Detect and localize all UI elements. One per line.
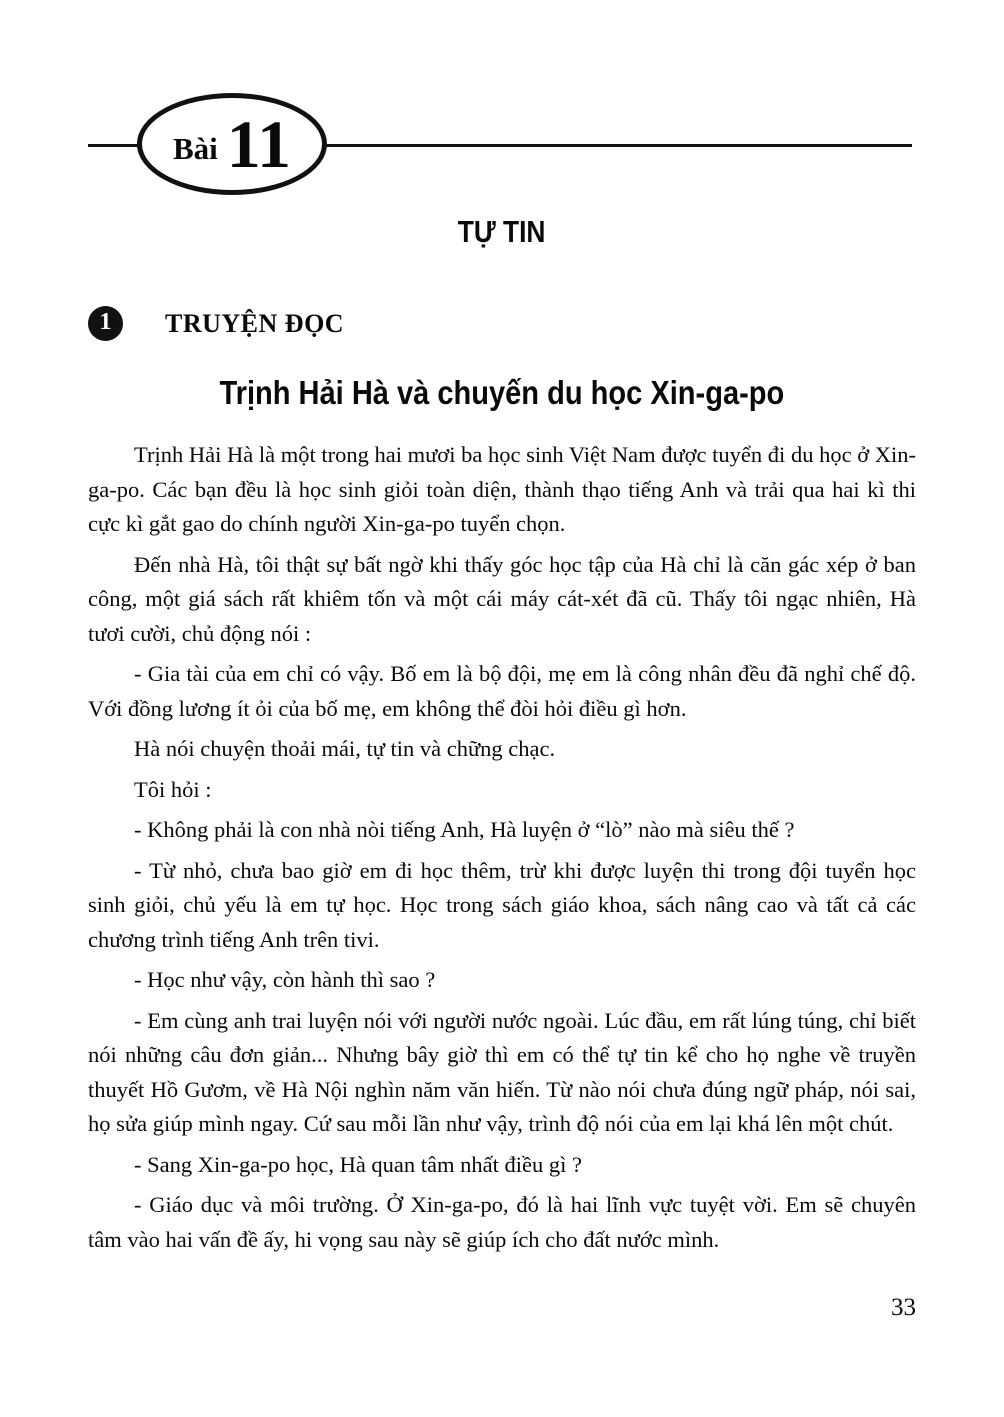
lesson-number: 11 — [226, 106, 292, 182]
story-paragraph: - Sang Xin-ga-po học, Hà quan tâm nhất điều gì ? — [134, 1151, 583, 1177]
story-paragraph: Tôi hỏi : — [134, 776, 212, 802]
story-paragraph: Trịnh Hải Hà là một trong hai mươi ba học sinh Việt Nam được tuyển đi du học ở Xin-ga-po. Các bạn đều là học sinh giỏi toàn diện, thành thạo tiếng Anh và trải qua hai kì thi cực kì gắt gao do chính người Xin-ga-po tuyển chọn. — [88, 442, 916, 536]
story-paragraph: - Học như vậy, còn hành thì sao ? — [134, 967, 436, 992]
story-paragraph: - Từ nhỏ, chưa bao giờ em đi học thêm, trừ khi được luyện thi trong đội tuyển học sinh giỏi, chủ yếu là em tự học. Học trong sách giáo khoa, sách nâng cao và tất cả các chương trình tiếng Anh trên tivi. — [88, 857, 916, 952]
story-paragraph: Đến nhà Hà, tôi thật sự bất ngờ khi thấy góc học tập của Hà chỉ là căn gác xép ở ban công, một giá sách rất khiêm tốn và một cái máy cát-xét đã cũ. Thấy tôi ngạc nhiên, Hà tươi cười, chủ động nói : — [88, 551, 916, 646]
page-number: 33 — [891, 1294, 916, 1321]
section-number: 1 — [99, 309, 112, 335]
section-label: TRUYỆN ĐỌC — [165, 308, 345, 338]
story-paragraph: - Giáo dục và môi trường. Ở Xin-ga-po, đó là hai lĩnh vực tuyệt vời. Em sẽ chuyên tâm vào hai vấn đề ấy, hi vọng sau này sẽ giúp ích cho đất nước mình. — [88, 1192, 916, 1252]
lesson-title — [0, 214, 1004, 250]
story-title — [0, 374, 1004, 412]
lesson-label: Bài — [172, 131, 218, 166]
section-number-badge — [88, 306, 123, 341]
story-body — [88, 438, 916, 1263]
story-paragraph: - Em cùng anh trai luyện nói với người nước ngoài. Lúc đầu, em rất lúng túng, chỉ biết nói những câu đơn giản... Nhưng bây giờ thì em có thể tự tin kể cho họ nghe về truyền thuyết Hồ Gươm, về Hà Nội nghìn năm văn hiến. Từ nào nói chưa đúng ngữ pháp, nói sai, họ sửa giúp mình ngay. Cứ sau mỗi lần như vậy, trình độ nói của em lại khá lên một chút. — [88, 1007, 916, 1136]
section-heading — [88, 306, 344, 341]
story-paragraph: - Không phải là con nhà nòi tiếng Anh, Hà luyện ở “lò” nào mà siêu thế ? — [134, 817, 795, 842]
story-paragraph: Hà nói chuyện thoải mái, tự tin và chững chạc. — [134, 736, 556, 761]
story-paragraph: - Gia tài của em chỉ có vậy. Bố em là bộ đội, mẹ em là công nhân đều đã nghỉ chế độ. Với đồng lương ít ỏi của bố mẹ, em không thể đòi hỏi điều gì hơn. — [88, 661, 916, 721]
lesson-title-text: TỰ TIN — [458, 214, 546, 249]
lesson-badge — [137, 93, 327, 195]
story-title-text: Trịnh Hải Hà và chuyến du học Xin-ga-po — [219, 374, 785, 411]
